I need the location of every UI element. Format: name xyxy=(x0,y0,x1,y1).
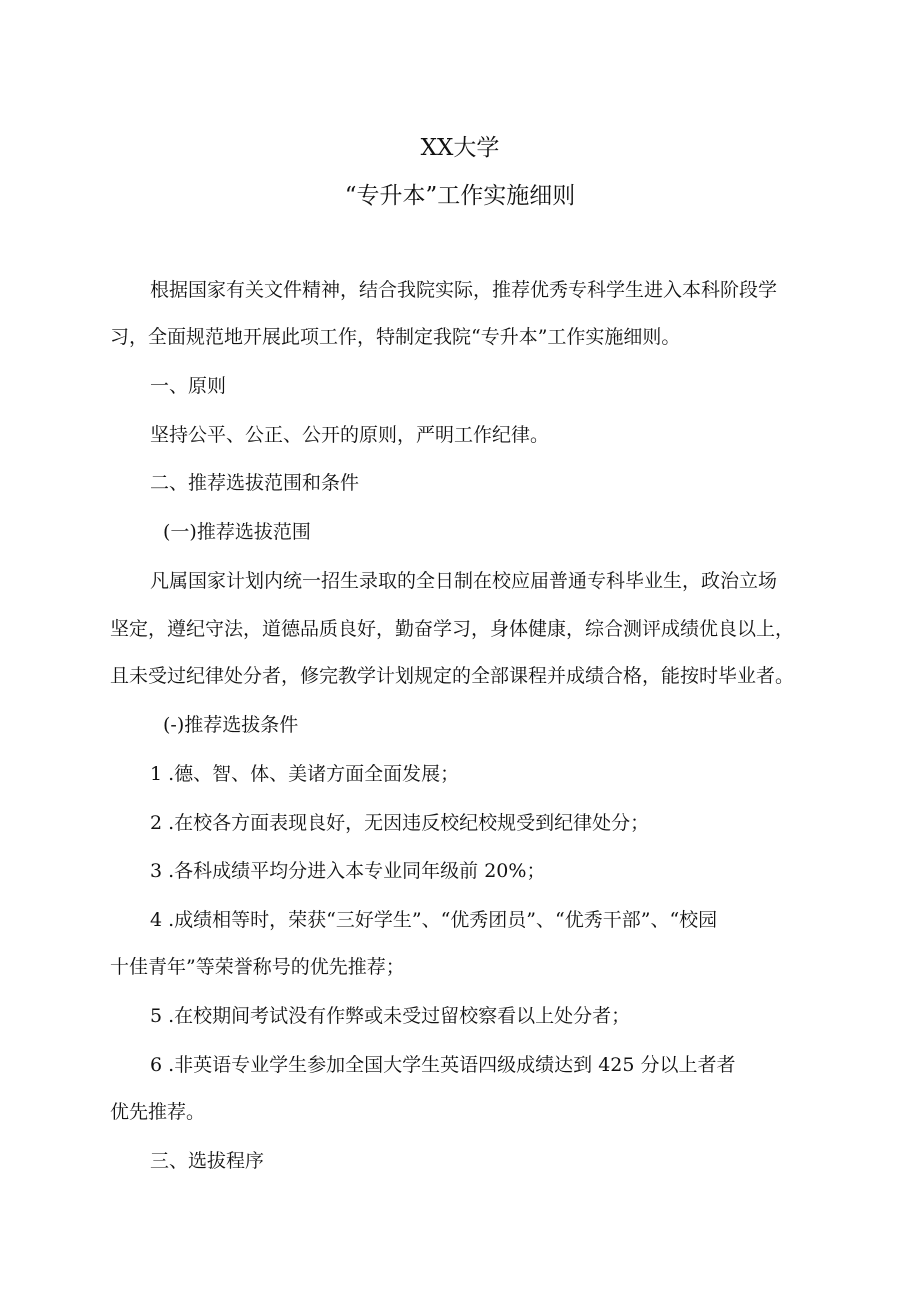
section-heading-principle: 一、原则 xyxy=(150,375,227,397)
condition-item-6-line-2: 优先推荐。 xyxy=(110,1101,206,1123)
document-title: XX大学 xyxy=(420,135,500,161)
condition-item-3: 3 .各科成绩平均分进入本专业同年级前 20%； xyxy=(150,860,546,882)
subsection-heading-conditions: (-)推荐选拔条件 xyxy=(163,714,299,736)
condition-item-5: 5 .在校期间考试没有作弊或未受过留校察看以上处分者； xyxy=(150,1005,631,1027)
intro-line-2: 习，全面规范地开展此项工作，特制定我院“专升本”工作实施细则。 xyxy=(110,326,681,348)
intro-line-1: 根据国家有关文件精神，结合我院实际，推荐优秀专科学生进入本科阶段学 xyxy=(150,279,778,301)
condition-item-4-line-2: 十佳青年”等荣誉称号的优先推荐； xyxy=(110,956,405,978)
condition-item-4-line-1: 4 .成绩相等时，荣获“三好学生”、“优秀团员”、“优秀干部”、“校园 xyxy=(150,909,718,931)
condition-item-1: 1 .德、智、体、美诸方面全面发展； xyxy=(150,763,460,785)
section-heading-scope: 二、推荐选拔范围和条件 xyxy=(150,472,360,494)
scope-line-3: 且未受过纪律处分者，修完教学计划规定的全部课程并成绩合格，能按时毕业者。 xyxy=(110,665,795,687)
subsection-heading-scope: (一)推荐选拔范围 xyxy=(163,521,311,543)
condition-item-6-line-1: 6 .非英语专业学生参加全国大学生英语四级成绩达到 425 分以上者者 xyxy=(150,1054,736,1076)
section-heading-procedure: 三、选拔程序 xyxy=(150,1150,265,1172)
condition-item-2: 2 .在校各方面表现良好，无因违反校纪校规受到纪律处分； xyxy=(150,812,650,834)
scope-line-2: 坚定，遵纪守法，道德品质良好，勤奋学习，身体健康，综合测评成绩优良以上， xyxy=(110,618,795,640)
principle-text: 坚持公平、公正、公开的原则，严明工作纪律。 xyxy=(150,424,550,446)
document-subtitle: “专升本”工作实施细则 xyxy=(344,183,576,209)
scope-line-1: 凡属国家计划内统一招生录取的全日制在校应届普通专科毕业生，政治立场 xyxy=(150,570,778,592)
